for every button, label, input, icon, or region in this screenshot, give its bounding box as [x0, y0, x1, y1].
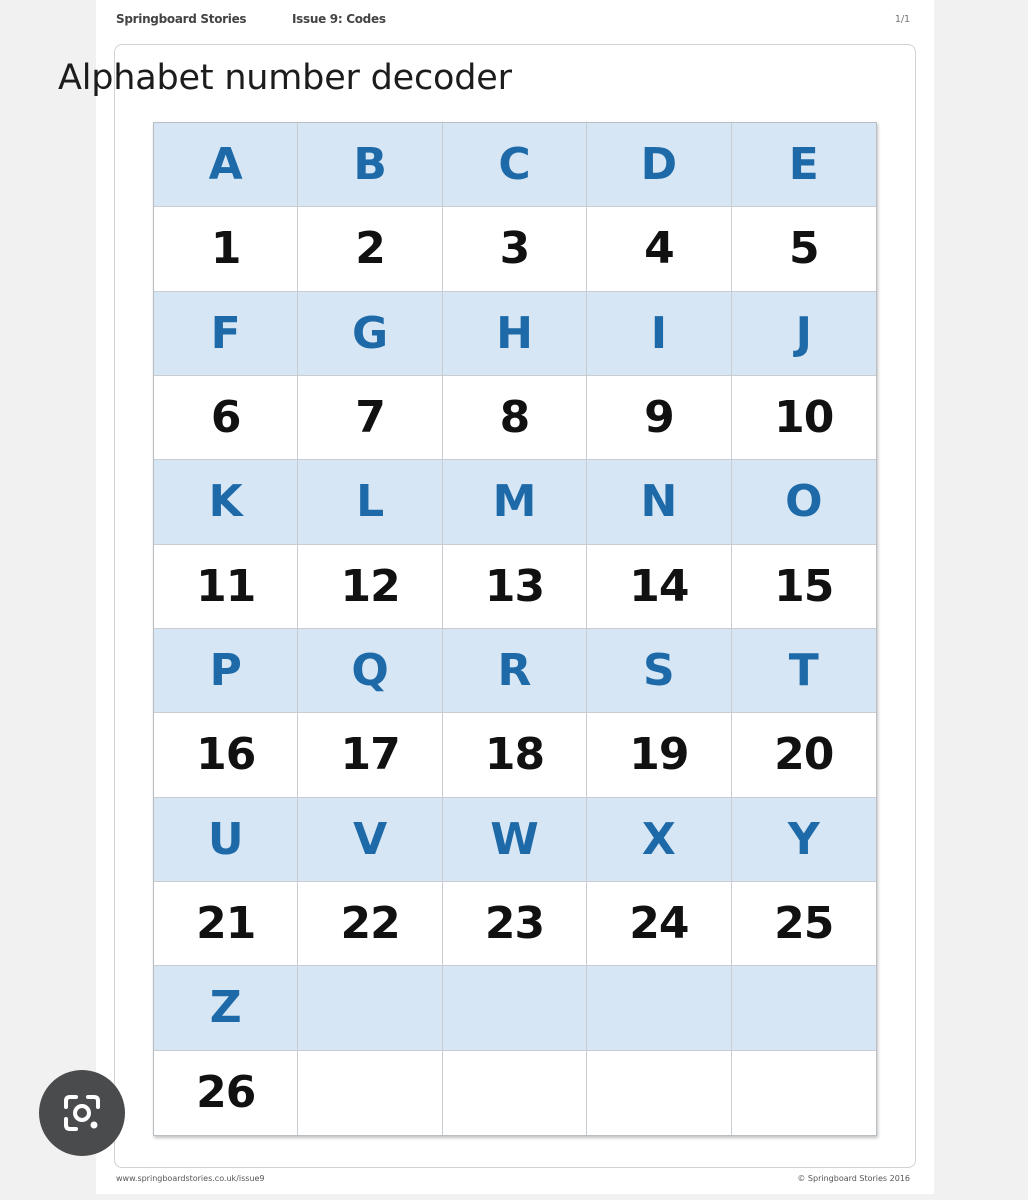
number-cell: 4 [587, 207, 731, 291]
letter-cell: S [587, 629, 731, 713]
letter-cell: J [732, 292, 876, 376]
letter-cell [443, 966, 587, 1050]
letter-cell: L [298, 460, 442, 544]
number-cell: 24 [587, 882, 731, 966]
letter-cell: F [154, 292, 298, 376]
number-cell: 20 [732, 713, 876, 797]
letter-cell [298, 966, 442, 1050]
number-cell: 22 [298, 882, 442, 966]
number-cell: 8 [443, 376, 587, 460]
number-cell: 9 [587, 376, 731, 460]
number-cell: 12 [298, 545, 442, 629]
number-cell: 25 [732, 882, 876, 966]
letter-cell: V [298, 798, 442, 882]
footer-url: www.springboardstories.co.uk/issue9 [116, 1174, 265, 1183]
number-cell: 21 [154, 882, 298, 966]
letter-cell: R [443, 629, 587, 713]
letter-cell: Z [154, 966, 298, 1050]
decoder-table [153, 122, 877, 1136]
number-cell: 5 [732, 207, 876, 291]
letter-cell: C [443, 123, 587, 207]
letter-cell: T [732, 629, 876, 713]
number-cell: 1 [154, 207, 298, 291]
number-cell: 14 [587, 545, 731, 629]
number-cell: 26 [154, 1051, 298, 1135]
letter-cell: N [587, 460, 731, 544]
number-cell [443, 1051, 587, 1135]
letter-cell: I [587, 292, 731, 376]
header-brand: Springboard Stories [116, 12, 247, 26]
letter-cell: A [154, 123, 298, 207]
google-lens-button[interactable] [39, 1070, 125, 1156]
number-cell: 10 [732, 376, 876, 460]
letter-cell: B [298, 123, 442, 207]
number-cell: 2 [298, 207, 442, 291]
number-cell [298, 1051, 442, 1135]
letter-cell: E [732, 123, 876, 207]
letter-cell: O [732, 460, 876, 544]
header-issue: Issue 9: Codes [292, 12, 386, 26]
letter-cell: U [154, 798, 298, 882]
letter-cell: D [587, 123, 731, 207]
letter-cell: G [298, 292, 442, 376]
number-cell: 16 [154, 713, 298, 797]
number-cell: 6 [154, 376, 298, 460]
letter-cell: P [154, 629, 298, 713]
number-cell: 18 [443, 713, 587, 797]
number-cell: 15 [732, 545, 876, 629]
letter-cell: X [587, 798, 731, 882]
number-cell: 17 [298, 713, 442, 797]
letter-cell: H [443, 292, 587, 376]
footer-copyright: © Springboard Stories 2016 [797, 1174, 910, 1183]
letter-cell: Q [298, 629, 442, 713]
number-cell: 7 [298, 376, 442, 460]
page-title: Alphabet number decoder [58, 58, 512, 98]
letter-cell [587, 966, 731, 1050]
number-cell: 13 [443, 545, 587, 629]
number-cell: 23 [443, 882, 587, 966]
number-cell: 11 [154, 545, 298, 629]
letter-cell: K [154, 460, 298, 544]
number-cell: 19 [587, 713, 731, 797]
letter-cell [732, 966, 876, 1050]
header-page-number: 1/1 [894, 14, 910, 25]
letter-cell: Y [732, 798, 876, 882]
number-cell: 3 [443, 207, 587, 291]
number-cell [587, 1051, 731, 1135]
letter-cell: M [443, 460, 587, 544]
letter-cell: W [443, 798, 587, 882]
google-lens-icon [60, 1091, 104, 1135]
number-cell [732, 1051, 876, 1135]
